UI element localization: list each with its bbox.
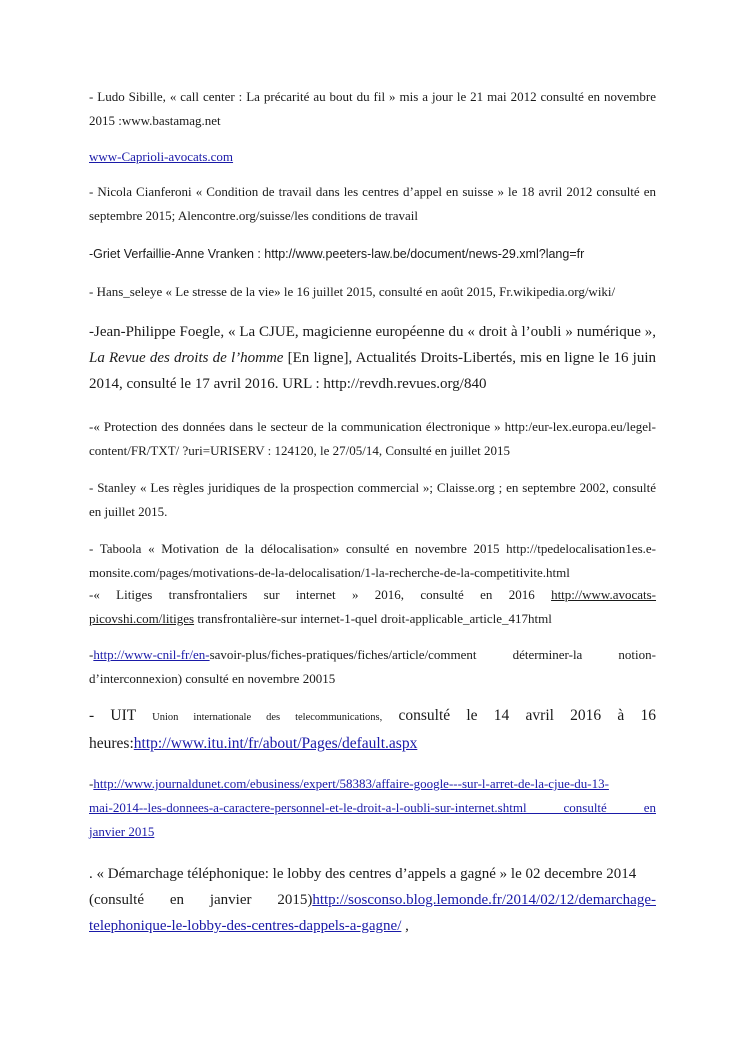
uit-line-1 [89,703,656,731]
journaldunet-link-part-3[interactable]: janvier 2015 [89,824,155,839]
cnil-path: savoir-plus/fiches-pratiques/fiches/article/comment déterminer-la notion- [209,647,656,662]
lemonde-link-part-2[interactable]: telephonique-le-lobby-des-centres-dappels-a-gagne/ [89,918,402,934]
avocats-link-part-1[interactable]: http://www.avocats- [551,587,657,602]
jdn-line-2 [89,796,656,820]
uit-line-2 [89,731,656,757]
journaldunet-link-part-2[interactable]: mai-2014--les-donnees-a-caractere-personnel-et-le-droit-a-l-oubli-sur-internet.shtml consulté en [89,800,656,815]
uit-full-name: Union internationale des telecommunications, [152,712,383,723]
reference-stanley: - Stanley « Les règles juridiques de la prospection commercial »; Claisse.org ; en septembre 2002, consulté en juillet 2015. [89,480,656,519]
reference-cianferoni: - Nicola Cianferoni « Condition de travail dans les centres d’appel en suisse » le 18 avril 2012 consulté en septembre 2015; Alencontre.org/suisse/les conditions de travail [89,184,656,223]
uit-consult: consulté le 14 avril 2016 à 16 [382,707,656,724]
reference-seleye: - Hans_seleye « Le stresse de la vie» le 16 juillet 2015, consulté en août 2015, Fr.wikipedia.org/wiki/ [89,284,616,299]
journaldunet-link-part-1[interactable]: http://www.journaldunet.com/ebusiness/expert/58383/affaire-google---sur-l-arret-de-la-cjue-du-13- [93,776,609,791]
foegle-journal: La Revue des droits de l’homme [89,350,284,366]
reference-cnil [89,643,656,691]
jdn-dash: - [89,776,94,791]
cnil-dash: - [89,647,94,662]
reference-foegle [89,319,656,397]
lemonde-link-part-1[interactable]: http://sosconso.blog.lemonde.fr/2014/02/12/demarchage- [312,892,656,908]
uit-prefix: - UIT [89,707,136,724]
litiges-rest: transfrontalière-sur internet-1-quel droit-applicable_article_417html [194,611,552,626]
demarchage-line-2 [89,887,656,913]
cnil-line-2: d’interconnexion) consulté en novembre 20015 [89,671,336,686]
demarchage-line-3 [89,913,656,939]
litiges-line-2 [89,607,656,631]
demarchage-suffix: , [401,918,409,934]
reference-demarchage [89,861,656,939]
itu-link[interactable]: http://www.itu.int/fr/about/Pages/default.aspx [133,735,418,752]
demarchage-line-1: . « Démarchage téléphonique: le lobby des centres d’appels a gagné » le 02 decembre 2014 [89,866,637,882]
litiges-line-1 [89,583,656,607]
reference-caprioli [89,145,656,169]
cnil-link[interactable]: http://www-cnil-fr/en- [93,647,210,662]
reference-journaldunet [89,772,656,844]
demarchage-consult: (consulté en janvier 2015) [89,892,313,908]
reference-litiges [89,583,656,631]
reference-sibille: - Ludo Sibille, « call center : La précarité au bout du fil » mis a jour le 21 mai 2012 consulté en novembre 2015 :www.bastamag.net [89,89,656,128]
foegle-details: [En ligne], Actualités Droits-Libertés, mis en ligne le 16 juin 2014, consulté le 17 avril 2016. URL : http://revdh.revues.org/840 [89,350,656,392]
reference-taboola: - Taboola « Motivation de la délocalisation» consulté en novembre 2015 http://tpedelocalisation1es.e-monsite.com/pages/motivations-de-la-delocalisation/1-la-recherche-de-la-competitivite.html [89,541,656,580]
uit-heures: heures: [89,735,134,752]
reference-protection-donnees: -« Protection des données dans le secteur de la communication électronique » http:/eur-lex.europa.eu/legel-content/FR/TXT/ ?uri=URISERV : 124120, le 27/05/14, Consulté en juillet 2015 [89,419,656,458]
foegle-author-title: -Jean-Philippe Foegle, « La CJUE, magicienne européenne du « droit à l’oubli » numérique », [89,324,656,340]
reference-uit [89,703,656,757]
cnil-line-1 [89,643,656,667]
jdn-line-1 [89,772,656,796]
litiges-text: -« Litiges transfrontaliers sur internet » 2016, consulté en 2016 [89,587,535,602]
caprioli-link[interactable]: www-Caprioli-avocats.com [89,149,234,164]
reference-verfaillie: -Griet Verfaillie-Anne Vranken : http://www.peeters-law.be/document/news-29.xml?lang=fr [89,247,585,261]
jdn-line-3 [89,820,656,844]
avocats-link-part-2[interactable]: picovshi.com/litiges [89,611,195,626]
